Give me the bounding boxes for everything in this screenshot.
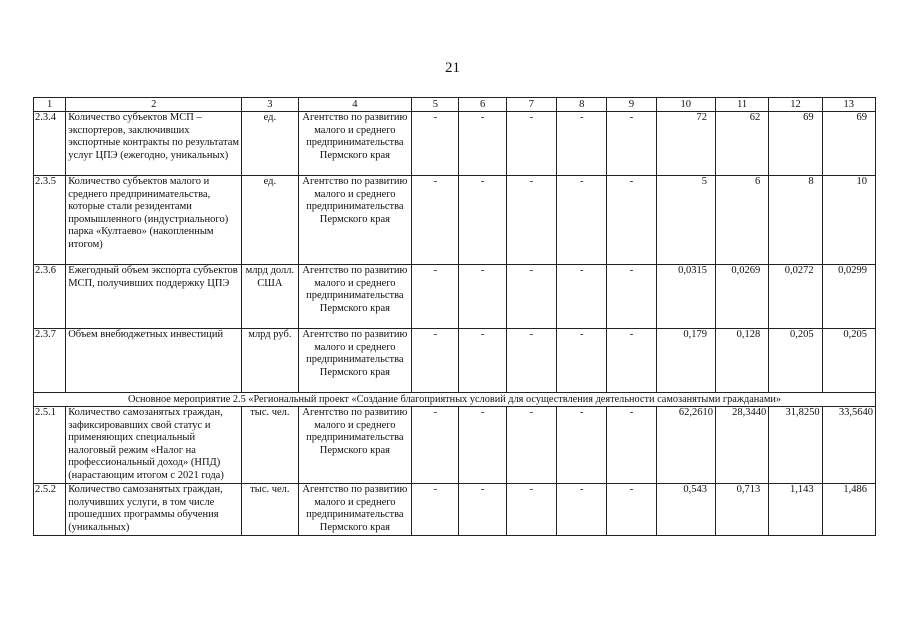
header-cell: 6: [459, 98, 506, 112]
year-value: -: [607, 407, 656, 484]
header-cell: 1: [34, 98, 66, 112]
year-value: -: [506, 176, 556, 265]
unit: млрд долл. США: [242, 265, 298, 329]
header-cell: 3: [242, 98, 298, 112]
section-title: Основное мероприятие 2.5 «Региональный проект «Создание благоприятных условий для осуществления деятельности самозанятыми гражданами»: [34, 393, 876, 407]
year-value: -: [557, 329, 607, 393]
unit: тыс. чел.: [242, 407, 298, 484]
year-value: 31,8250: [769, 407, 822, 484]
header-cell: 11: [715, 98, 768, 112]
header-cell: 7: [506, 98, 556, 112]
executor: Агентство по развитию малого и среднего предпринимательства Пермского края: [298, 265, 412, 329]
row-number: 2.3.5: [34, 176, 66, 265]
year-value: -: [412, 176, 459, 265]
year-value: -: [412, 329, 459, 393]
row-number: 2.5.2: [34, 484, 66, 536]
year-value: 0,0315: [656, 265, 715, 329]
year-value: 69: [769, 112, 822, 176]
indicator-name: Ежегодный объем экспорта субъектов МСП, получивших поддержку ЦПЭ: [66, 265, 242, 329]
year-value: -: [607, 265, 656, 329]
indicator-name: Объем внебюджетных инвестиций: [66, 329, 242, 393]
table-body: [34, 98, 876, 536]
year-value: 0,0272: [769, 265, 822, 329]
year-value: -: [607, 176, 656, 265]
executor: Агентство по развитию малого и среднего предпринимательства Пермского края: [298, 484, 412, 536]
header-row: [34, 98, 876, 112]
year-value: -: [412, 265, 459, 329]
year-value: 0,128: [715, 329, 768, 393]
year-value: 1,486: [822, 484, 875, 536]
unit: тыс. чел.: [242, 484, 298, 536]
year-value: -: [506, 265, 556, 329]
year-value: -: [506, 112, 556, 176]
executor: Агентство по развитию малого и среднего предпринимательства Пермского края: [298, 176, 412, 265]
year-value: -: [557, 484, 607, 536]
year-value: -: [506, 484, 556, 536]
indicator-name: Количество самозанятых граждан, получивших услуги, в том числе прошедших программы обучения (уникальных): [66, 484, 242, 536]
row-number: 2.5.1: [34, 407, 66, 484]
header-cell: 4: [298, 98, 412, 112]
year-value: 8: [769, 176, 822, 265]
table-row: [34, 329, 876, 393]
year-value: -: [459, 112, 506, 176]
table-row: [34, 407, 876, 484]
indicator-name: Количество самозанятых граждан, зафиксировавших свой статус и применяющих специальный налоговый режим «Налог на профессиональный доход» (НПД) (нарастающим итогом с 2021 года): [66, 407, 242, 484]
indicators-table: [33, 97, 876, 536]
year-value: 33,5640: [822, 407, 875, 484]
year-value: -: [412, 407, 459, 484]
header-cell: 5: [412, 98, 459, 112]
year-value: -: [412, 112, 459, 176]
header-cell: 13: [822, 98, 875, 112]
year-value: 0,543: [656, 484, 715, 536]
year-value: 0,0299: [822, 265, 875, 329]
year-value: 28,3440: [715, 407, 768, 484]
unit: ед.: [242, 176, 298, 265]
page-number: 21: [445, 60, 460, 76]
row-number: 2.3.7: [34, 329, 66, 393]
year-value: -: [607, 484, 656, 536]
year-value: -: [459, 329, 506, 393]
year-value: -: [557, 407, 607, 484]
year-value: 72: [656, 112, 715, 176]
year-value: -: [557, 265, 607, 329]
year-value: 6: [715, 176, 768, 265]
header-cell: 8: [557, 98, 607, 112]
year-value: 0,205: [822, 329, 875, 393]
year-value: 5: [656, 176, 715, 265]
year-value: -: [459, 176, 506, 265]
unit: ед.: [242, 112, 298, 176]
year-value: -: [607, 329, 656, 393]
year-value: 1,143: [769, 484, 822, 536]
row-number: 2.3.6: [34, 265, 66, 329]
indicator-name: Количество субъектов МСП – экспортеров, заключивших экспортные контракты по результатам услуг ЦПЭ (ежегодно, уникальных): [66, 112, 242, 176]
header-cell: 12: [769, 98, 822, 112]
year-value: 10: [822, 176, 875, 265]
unit: млрд руб.: [242, 329, 298, 393]
year-value: 62: [715, 112, 768, 176]
year-value: -: [412, 484, 459, 536]
year-value: -: [557, 112, 607, 176]
year-value: -: [557, 176, 607, 265]
year-value: -: [506, 407, 556, 484]
year-value: 0,0269: [715, 265, 768, 329]
table-row: [34, 112, 876, 176]
section-row: [34, 393, 876, 407]
year-value: 0,179: [656, 329, 715, 393]
year-value: 69: [822, 112, 875, 176]
year-value: -: [607, 112, 656, 176]
year-value: -: [459, 407, 506, 484]
year-value: -: [506, 329, 556, 393]
executor: Агентство по развитию малого и среднего предпринимательства Пермского края: [298, 329, 412, 393]
header-cell: 9: [607, 98, 656, 112]
row-number: 2.3.4: [34, 112, 66, 176]
table-row: [34, 265, 876, 329]
executor: Агентство по развитию малого и среднего предпринимательства Пермского края: [298, 112, 412, 176]
year-value: 0,713: [715, 484, 768, 536]
year-value: -: [459, 265, 506, 329]
executor: Агентство по развитию малого и среднего предпринимательства Пермского края: [298, 407, 412, 484]
header-cell: 2: [66, 98, 242, 112]
header-cell: 10: [656, 98, 715, 112]
year-value: 62,2610: [656, 407, 715, 484]
table-row: [34, 484, 876, 536]
table-row: [34, 176, 876, 265]
year-value: 0,205: [769, 329, 822, 393]
year-value: -: [459, 484, 506, 536]
indicator-name: Количество субъектов малого и среднего предпринимательства, которые стали резидентами промышленного (индустриального) парка «Култаево» (накопленным итогом): [66, 176, 242, 265]
